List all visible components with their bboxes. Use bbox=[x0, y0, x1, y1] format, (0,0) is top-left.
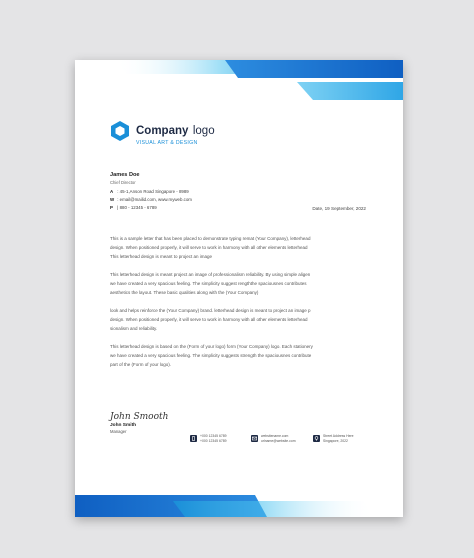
header-decoration bbox=[75, 60, 403, 120]
footer-email-line-1: websitename.com bbox=[261, 434, 289, 438]
footer-address-line-1: Street Address Here bbox=[323, 434, 354, 438]
sender-block bbox=[110, 172, 140, 185]
signature-title: Manager bbox=[110, 429, 127, 434]
paragraph-1: This is a sample letter that has been placed to demonstrate typing remat (Your Company), letterhead design. When positioned properly, it will serve to work in harmony with all other elements letterhead This letterhead design is meant to project an image bbox=[110, 236, 311, 259]
phone-icon bbox=[190, 435, 197, 442]
letterhead-page bbox=[75, 60, 403, 517]
footer-fade-band bbox=[173, 501, 375, 517]
header-light-band bbox=[297, 82, 403, 100]
contact-row-web: W : email@mailid.com, www.myweb.com bbox=[110, 197, 192, 202]
footer-phone-line-1: +000 12345 6789 bbox=[200, 434, 227, 438]
letter-date: Date, 19 September, 2022 bbox=[312, 206, 366, 211]
logo-word-text: logo bbox=[192, 125, 215, 137]
sender-title: Chief Director bbox=[110, 180, 136, 185]
footer-decoration bbox=[75, 453, 403, 517]
contact-row-phone: P | 880 - 12345 - 6789 bbox=[110, 205, 157, 210]
paragraph-4: This letterhead design is based on the (Form of your logo) form (Your Company) logo. Each stationery we have created a very spacious feeling. The simplicity suggests strength the spaciousnes contribute part of the (Form of your logo). bbox=[110, 344, 313, 367]
logo-company-text: Company bbox=[136, 125, 189, 137]
signature-name: John Smith bbox=[110, 423, 137, 428]
paragraph-2: This letterhead design is meant project an image of professionalism reliability. By using simple aligen we have created a very spacious feeling. The simplicity suggest rengththe spaciousnes contributes aesthetics the layout. These basic qualities along with the (Your Company) bbox=[110, 272, 311, 295]
signature-script: John Smooth bbox=[110, 412, 169, 422]
paragraph-3: look and helps reinforce the (Your Company) brand. letterhead design is meant to project an image p design. When positioned properly, it will serve to work in harmony with all other elements letterhead sionalism and reliability. bbox=[110, 308, 311, 331]
signature-block bbox=[110, 412, 168, 434]
email-icon bbox=[251, 435, 258, 442]
contact-list bbox=[110, 188, 192, 212]
letter-body bbox=[110, 234, 372, 378]
footer-address-line-2: Singapore, 2022 bbox=[323, 439, 348, 443]
location-icon bbox=[313, 435, 320, 442]
logo-tagline: VISUAL ART & DESIGN bbox=[136, 140, 198, 146]
sender-name: James Doe bbox=[110, 172, 140, 178]
header-dark-band bbox=[225, 60, 403, 78]
footer-email-line-2: urlname@website.com bbox=[261, 439, 296, 443]
hexagon-icon bbox=[109, 120, 131, 142]
contact-row-address: A : 45-1,Anson Road Singapore - 8989 bbox=[110, 189, 189, 194]
footer-phone-line-2: +000 12345 6789 bbox=[200, 439, 227, 443]
